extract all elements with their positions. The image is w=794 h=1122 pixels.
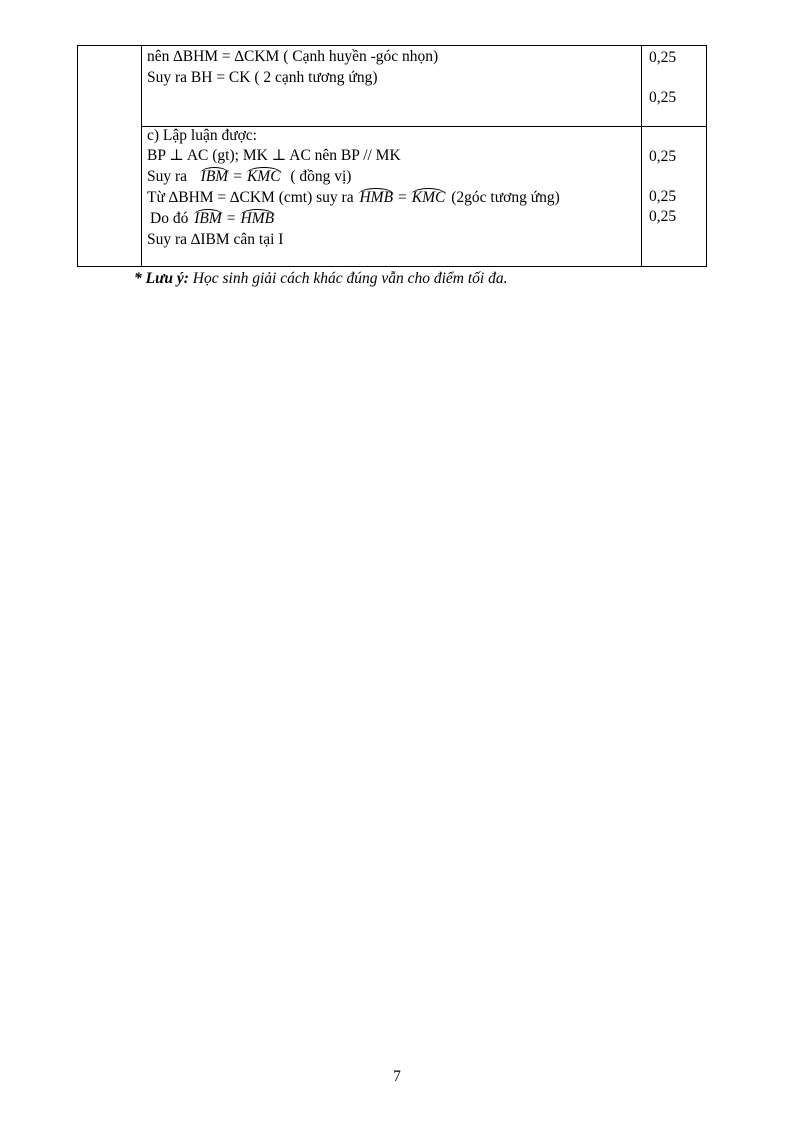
solution-line: Suy ra BH = CK ( 2 cạnh tương ứng) [147, 69, 378, 86]
page-number: 7 [393, 1068, 401, 1085]
angle-ibm: IBM [194, 210, 222, 227]
text-prefix: Suy ra [147, 168, 188, 185]
equals-sign: = [398, 189, 407, 206]
score-value: 0,25 [649, 188, 677, 205]
solution-line: BP ⊥ AC (gt); MK ⊥ AC nên BP // MK [147, 147, 401, 164]
question-cell [78, 46, 142, 267]
score-cell-c [642, 127, 707, 267]
angle-hmb: HMB [359, 189, 394, 206]
solution-cell-b [142, 46, 642, 127]
equals-sign: = [226, 210, 236, 227]
score-value: 0,25 [649, 49, 677, 66]
text-suffix: ( đồng vị) [290, 168, 352, 185]
equals-sign: = [233, 168, 242, 185]
grading-note [134, 270, 507, 288]
answer-table [77, 45, 707, 267]
text-prefix: Do đó [150, 210, 189, 227]
text-suffix: (2góc tương ứng) [451, 189, 560, 206]
solution-heading: c) Lập luận được: [147, 127, 257, 144]
solution-line [142, 166, 641, 187]
row-part-c [78, 127, 707, 267]
note-label: * Lưu ý: [134, 270, 189, 287]
solution-line [142, 208, 641, 229]
solution-line: Suy ra ∆IBM cân tại I [147, 231, 284, 248]
solution-line [142, 187, 641, 208]
angle-kmc: KMC [246, 168, 281, 185]
text-prefix: Từ ∆BHM = ∆CKM (cmt) suy ra [147, 189, 354, 206]
angle-hmb: HMB [240, 210, 275, 227]
angle-ibm: IBM [200, 168, 229, 185]
score-value: 0,25 [649, 148, 677, 165]
row-part-b [78, 46, 707, 127]
solution-line: nên ∆BHM = ∆CKM ( Cạnh huyền -góc nhọn) [147, 48, 439, 65]
score-cell-b [642, 46, 707, 127]
angle-kmc: KMC [411, 189, 446, 206]
score-value: 0,25 [649, 208, 677, 225]
solution-cell-c [142, 127, 642, 267]
note-text: Học sinh giải cách khác đúng vẫn cho điểm tối đa. [192, 270, 508, 287]
score-value: 0,25 [649, 89, 677, 106]
